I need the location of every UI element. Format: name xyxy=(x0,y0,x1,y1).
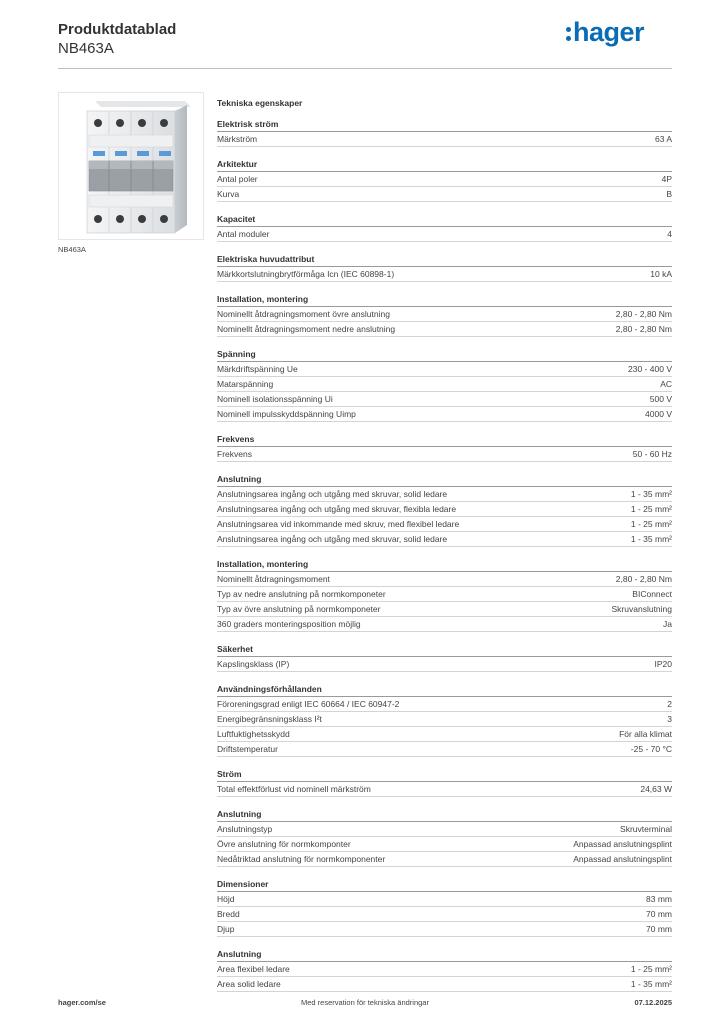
spec-heading: Tekniska egenskaper xyxy=(217,98,303,108)
spec-row xyxy=(217,852,672,867)
spec-row xyxy=(217,587,672,602)
logo-dots-icon xyxy=(566,23,572,43)
spec-row xyxy=(217,447,672,462)
spec-row xyxy=(217,307,672,322)
spec-value: 1 - 25 mm² xyxy=(630,519,672,529)
spec-label: Djup xyxy=(217,924,235,934)
section-title: Ström xyxy=(217,769,672,782)
spec-value: 2 xyxy=(667,699,672,709)
spec-value: 2,80 - 2,80 Nm xyxy=(615,309,672,319)
spec-row xyxy=(217,572,672,587)
section-title: Installation, montering xyxy=(217,294,672,307)
spec-value: 4000 V xyxy=(645,409,672,419)
spec-value: 1 - 35 mm² xyxy=(630,534,672,544)
spec-section xyxy=(217,949,672,992)
spec-row xyxy=(217,502,672,517)
spec-section xyxy=(217,349,672,422)
spec-label: Märkström xyxy=(217,134,258,144)
spec-value: 50 - 60 Hz xyxy=(632,449,672,459)
spec-row xyxy=(217,267,672,282)
spec-value: AC xyxy=(660,379,672,389)
spec-label: Typ av nedre anslutning på normkomponeter xyxy=(217,589,386,599)
page-title: Produktdatablad xyxy=(58,21,177,38)
spec-section xyxy=(217,559,672,632)
section-title: Spänning xyxy=(217,349,672,362)
spec-value: 1 - 35 mm² xyxy=(630,979,672,989)
spec-value: BIConnect xyxy=(632,589,672,599)
spec-row xyxy=(217,487,672,502)
spec-label: Kapslingsklass (IP) xyxy=(217,659,290,669)
spec-value: 4P xyxy=(661,174,672,184)
image-caption: NB463A xyxy=(58,245,86,254)
spec-row xyxy=(217,712,672,727)
spec-label: Anslutningsarea ingång och utgång med skruvar, flexibla ledare xyxy=(217,504,457,514)
spec-value: 24,63 W xyxy=(640,784,672,794)
spec-label: Energibegränsningsklass I²t xyxy=(217,714,322,724)
spec-label: Antal poler xyxy=(217,174,258,184)
spec-row xyxy=(217,322,672,337)
spec-section xyxy=(217,809,672,867)
spec-section xyxy=(217,214,672,242)
spec-value: Skruvanslutning xyxy=(611,604,672,614)
spec-label: Anslutningsarea vid inkommande med skruv, med flexibel ledare xyxy=(217,519,460,529)
spec-row xyxy=(217,977,672,992)
spec-label: Märkkortslutningbrytförmåga Icn (IEC 60898-1) xyxy=(217,269,395,279)
spec-value: 4 xyxy=(667,229,672,239)
spec-label: Nedåtriktad anslutning för normkomponenter xyxy=(217,854,386,864)
spec-row xyxy=(217,697,672,712)
spec-value: -25 - 70 °C xyxy=(630,744,672,754)
spec-row xyxy=(217,132,672,147)
spec-sections xyxy=(217,119,672,992)
section-title: Elektrisk ström xyxy=(217,119,672,132)
spec-section xyxy=(217,879,672,937)
spec-label: Nominell impulsskyddspänning Uimp xyxy=(217,409,356,419)
spec-value: 10 kA xyxy=(650,269,672,279)
spec-row xyxy=(217,227,672,242)
product-image xyxy=(58,92,204,240)
spec-row xyxy=(217,782,672,797)
spec-table xyxy=(217,97,672,1004)
spec-value: Ja xyxy=(663,619,672,629)
spec-section xyxy=(217,644,672,672)
spec-row xyxy=(217,517,672,532)
product-code: NB463A xyxy=(58,40,114,57)
section-title: Anslutning xyxy=(217,809,672,822)
spec-row xyxy=(217,742,672,757)
spec-row xyxy=(217,907,672,922)
spec-row xyxy=(217,727,672,742)
spec-value: 70 mm xyxy=(646,924,672,934)
spec-label: Frekvens xyxy=(217,449,252,459)
spec-label: Bredd xyxy=(217,909,240,919)
spec-label: Övre anslutning för normkomponter xyxy=(217,839,351,849)
spec-value: IP20 xyxy=(654,659,672,669)
header xyxy=(58,20,176,58)
spec-label: Märkdriftspänning Ue xyxy=(217,364,298,374)
spec-row xyxy=(217,617,672,632)
spec-label: Typ av övre anslutning på normkomponeter xyxy=(217,604,381,614)
spec-label: Total effektförlust vid nominell märkström xyxy=(217,784,371,794)
spec-value: 83 mm xyxy=(646,894,672,904)
section-title: Arkitektur xyxy=(217,159,672,172)
spec-section xyxy=(217,159,672,202)
section-title: Anslutning xyxy=(217,949,672,962)
spec-row xyxy=(217,407,672,422)
spec-value: För alla klimat xyxy=(619,729,672,739)
spec-value: 63 A xyxy=(654,134,672,144)
section-title: Säkerhet xyxy=(217,644,672,657)
section-title: Frekvens xyxy=(217,434,672,447)
spec-row xyxy=(217,392,672,407)
spec-value: Anpassad anslutningsplint xyxy=(573,839,672,849)
spec-label: Nominell isolationsspänning Ui xyxy=(217,394,333,404)
spec-label: Area flexibel ledare xyxy=(217,964,290,974)
spec-row xyxy=(217,657,672,672)
spec-label: Anslutningsarea ingång och utgång med skruvar, solid ledare xyxy=(217,534,448,544)
spec-section xyxy=(217,474,672,547)
spec-row xyxy=(217,362,672,377)
footer-date: 07.12.2025 xyxy=(634,998,672,1007)
spec-label: Area solid ledare xyxy=(217,979,281,989)
spec-row xyxy=(217,187,672,202)
spec-value: 1 - 25 mm² xyxy=(630,504,672,514)
spec-row xyxy=(217,922,672,937)
footer-disclaimer: Med reservation för tekniska ändringar xyxy=(301,998,429,1007)
spec-label: Kurva xyxy=(217,189,240,199)
footer xyxy=(58,998,672,1010)
section-title: Installation, montering xyxy=(217,559,672,572)
spec-label: Matarspänning xyxy=(217,379,274,389)
spec-label: Nominellt åtdragningsmoment övre anslutning xyxy=(217,309,390,319)
spec-label: Föroreningsgrad enligt IEC 60664 / IEC 60947-2 xyxy=(217,699,400,709)
spec-label: Driftstemperatur xyxy=(217,744,278,754)
spec-row xyxy=(217,172,672,187)
spec-row xyxy=(217,532,672,547)
spec-row xyxy=(217,822,672,837)
spec-row xyxy=(217,892,672,907)
spec-value: Anpassad anslutningsplint xyxy=(573,854,672,864)
spec-label: Höjd xyxy=(217,894,235,904)
spec-row xyxy=(217,962,672,977)
spec-label: 360 graders monteringsposition möjlig xyxy=(217,619,361,629)
spec-row xyxy=(217,377,672,392)
spec-value: B xyxy=(666,189,672,199)
section-title: Användningsförhållanden xyxy=(217,684,672,697)
spec-row xyxy=(217,837,672,852)
spec-label: Anslutningstyp xyxy=(217,824,273,834)
hager-logo xyxy=(566,17,644,48)
spec-section xyxy=(217,119,672,147)
spec-section xyxy=(217,769,672,797)
spec-value: 500 V xyxy=(649,394,672,404)
spec-label: Anslutningsarea ingång och utgång med skruvar, solid ledare xyxy=(217,489,448,499)
spec-value: 2,80 - 2,80 Nm xyxy=(615,324,672,334)
logo-text: hager xyxy=(573,17,645,47)
spec-value: 230 - 400 V xyxy=(628,364,672,374)
section-title: Elektriska huvudattribut xyxy=(217,254,672,267)
spec-section xyxy=(217,254,672,282)
spec-label: Antal moduler xyxy=(217,229,270,239)
spec-value: 70 mm xyxy=(646,909,672,919)
spec-section xyxy=(217,684,672,757)
section-title: Dimensioner xyxy=(217,879,672,892)
circuit-breaker-icon xyxy=(59,93,203,239)
spec-value: Skruvterminal xyxy=(620,824,672,834)
footer-website: hager.com/se xyxy=(58,998,106,1007)
spec-value: 3 xyxy=(667,714,672,724)
spec-value: 2,80 - 2,80 Nm xyxy=(615,574,672,584)
header-divider xyxy=(58,68,672,69)
section-title: Kapacitet xyxy=(217,214,672,227)
spec-value: 1 - 25 mm² xyxy=(630,964,672,974)
spec-section xyxy=(217,294,672,337)
spec-row xyxy=(217,602,672,617)
spec-label: Nominellt åtdragningsmoment xyxy=(217,574,330,584)
spec-section xyxy=(217,434,672,462)
spec-value: 1 - 35 mm² xyxy=(630,489,672,499)
spec-label: Luftfuktighetsskydd xyxy=(217,729,290,739)
spec-label: Nominellt åtdragningsmoment nedre anslutning xyxy=(217,324,396,334)
section-title: Anslutning xyxy=(217,474,672,487)
